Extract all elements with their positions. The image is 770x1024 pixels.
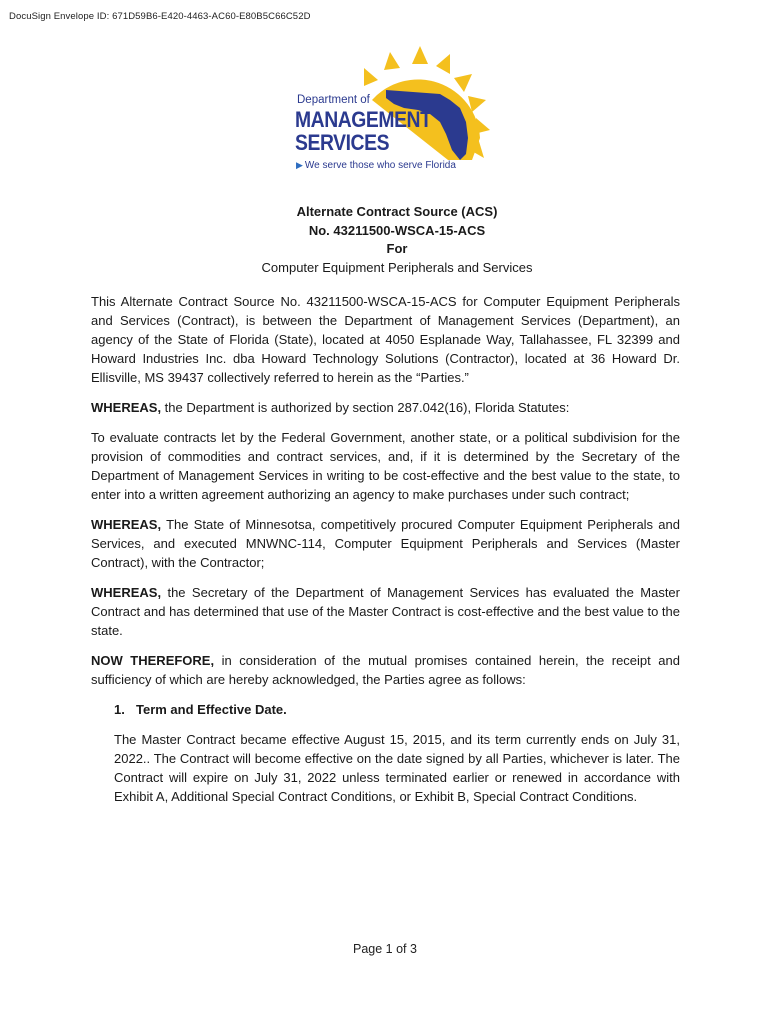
dms-logo bbox=[290, 38, 510, 178]
title-line-1: Alternate Contract Source (ACS) bbox=[296, 204, 498, 219]
title-line-4: Computer Equipment Peripherals and Services bbox=[261, 259, 533, 275]
logo-department-of: Department of bbox=[297, 94, 370, 106]
statute-quote: To evaluate contracts let by the Federal Government, another state, or a political subdivision for the provision of commodities and contract services, and, if it is determined by the Secretary of the Department of Management Services in writing to be cost-effective and the best value to the state, to enter into a written agreement authorizing an agency to make purchases under such contract; bbox=[91, 430, 680, 502]
page-number: Page 1 of 3 bbox=[353, 942, 417, 956]
title-line-3: For bbox=[386, 241, 408, 256]
logo-tagline bbox=[296, 160, 456, 171]
logo-services: SERVICES bbox=[295, 130, 390, 155]
document-body bbox=[91, 292, 680, 817]
whereas-paragraph-2: WHEREAS, The State of Minnesotsa, competitively procured Computer Equipment Peripherals and Services, and executed MNWNC-114, Computer Equipment Peripherals and Services (Master Contract), with the Contractor; bbox=[91, 517, 680, 570]
title-line-2: No. 43211500-WSCA-15-ACS bbox=[308, 222, 486, 238]
section-1-heading: 1. Term and Effective Date. bbox=[114, 702, 287, 717]
section-1 bbox=[114, 700, 680, 806]
docusign-envelope-id: DocuSign Envelope ID: 671D59B6-E420-4463-AC60-E80B5C66C52D bbox=[9, 11, 311, 22]
whereas-paragraph-1: WHEREAS, the Department is authorized by section 287.042(16), Florida Statutes: bbox=[91, 400, 570, 415]
now-therefore-paragraph: NOW THEREFORE, in consideration of the mutual promises contained herein, the receipt and sufficiency of which are hereby acknowledged, the Parties agree as follows: bbox=[91, 653, 680, 687]
section-1-text: The Master Contract became effective August 15, 2015, and its term currently ends on July 31, 2022.. The Contract will become effective on the date signed by all Parties, whichever is later. The Contract will expire on July 31, 2022 unless terminated earlier or renewed in accordance with Exhibit A, Additional Special Contract Conditions, or Exhibit B, Special Contract Conditions. bbox=[114, 732, 680, 804]
play-arrow-icon: ▶ bbox=[296, 160, 303, 170]
logo-management: MANAGEMENT bbox=[295, 107, 432, 132]
whereas-paragraph-3: WHEREAS, the Secretary of the Department of Management Services has evaluated the Master Contract and has determined that use of the Master Contract is cost-effective and the best value to the state. bbox=[91, 585, 680, 638]
document-title bbox=[0, 203, 770, 277]
tagline-text: We serve those who serve Florida bbox=[304, 160, 456, 171]
intro-paragraph: This Alternate Contract Source No. 43211500-WSCA-15-ACS for Computer Equipment Peripherals and Services (Contract), is between the Department of Management Services (Department), an agency of the State of Florida (State), located at 4050 Esplanade Way, Tallahassee, FL 32399 and Howard Industries Inc. dba Howard Technology Solutions (Contractor), located at 36 Howard Dr. Ellisville, MS 39437 collectively referred to herein as the “Parties.” bbox=[91, 294, 680, 385]
